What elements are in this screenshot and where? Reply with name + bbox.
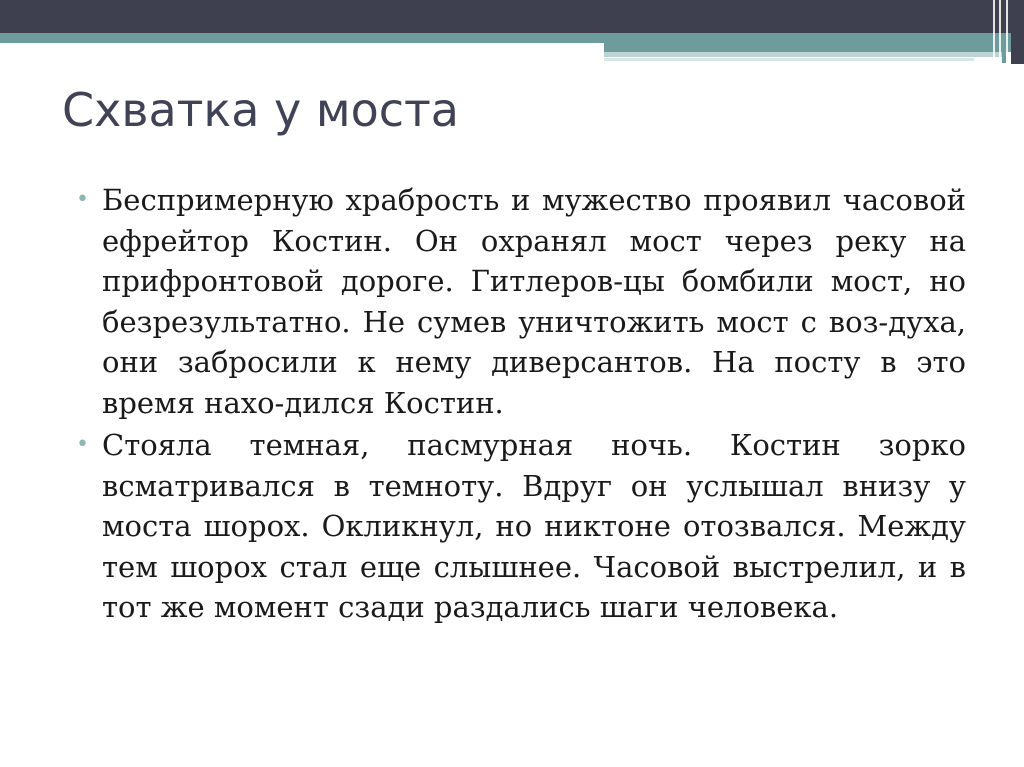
slide-body — [76, 180, 966, 630]
header-band-teal — [0, 33, 1024, 43]
paragraph-text: Беспримерную храбрость и мужество проявил часовой ефрейтор Костин. Он охранял мост через реку на прифронтовой дороге. Гитлеров-цы бомбили мост, но безрезультатно. Не сумев уничтожить мост с воз-духа, они забросили к нему диверсантов. На посту в это время нахо-дился Костин. — [102, 183, 966, 420]
header-band-light — [604, 52, 1004, 57]
bullet-icon: • — [76, 187, 89, 212]
header-band-lighter — [604, 58, 974, 61]
corner-stripe-line — [1006, 0, 1008, 62]
header-band-teal-right — [604, 43, 1024, 52]
corner-stripe-line — [993, 0, 995, 62]
corner-stripe-dark — [1011, 0, 1024, 64]
bullet-paragraph — [76, 425, 966, 628]
corner-stripe-line — [999, 0, 1001, 62]
header-band-dark — [0, 0, 1024, 33]
paragraph-text: Стояла темная, пасмурная ночь. Костин зорко всматривался в темноту. Вдруг он услышал внизу у моста шорох. Окликнул, но никтоне отозвался. Между тем шорох стал еще слышнее. Часовой выстрелил, и в тот же момент сзади раздались шаги человека. — [102, 428, 966, 624]
bullet-icon: • — [76, 432, 89, 457]
slide-title: Схватка у моста — [62, 83, 459, 137]
bullet-paragraph — [76, 180, 966, 423]
